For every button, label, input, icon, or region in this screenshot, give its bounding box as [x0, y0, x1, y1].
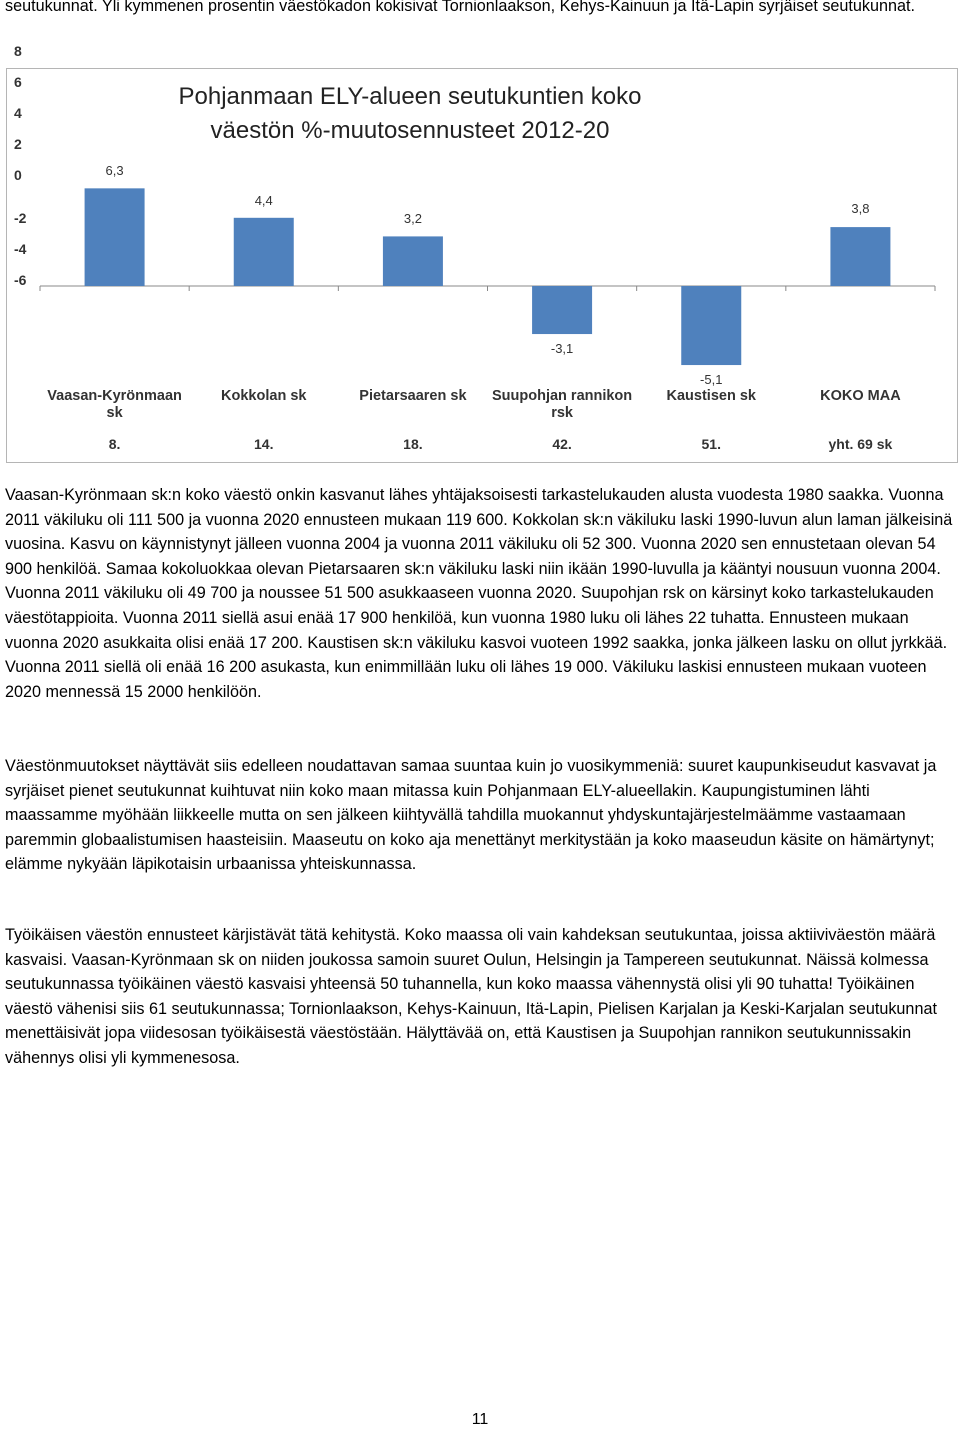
bar — [830, 227, 890, 286]
rank-label: 42. — [552, 436, 572, 452]
chart-title: Pohjanmaan ELY-alueen seutukuntien koko väestön %-muutosennusteet 2012-20 — [178, 83, 642, 144]
data-label: 6,3 — [105, 163, 124, 178]
y-tick-label: -4 — [14, 241, 27, 257]
category-label: Kaustisen sk — [666, 388, 756, 404]
rank-label: 18. — [403, 436, 423, 452]
rank-label: 51. — [701, 436, 721, 452]
y-tick-label: 0 — [14, 167, 22, 183]
y-tick-label: 6 — [14, 74, 22, 90]
intro-paragraph: seutukunnat. Yli kymmenen prosentin väestökadon kokisivat Tornionlaakson, Kehys-Kainuun ja Itä-Lapin syrjäiset seutukunnat. — [5, 0, 916, 15]
rank-label: 14. — [254, 436, 274, 452]
y-tick-label: -2 — [14, 210, 27, 226]
category-label: Suupohjan rannikon rsk — [491, 388, 633, 421]
data-label: 3,2 — [403, 211, 422, 226]
paragraph-2: Väestönmuutokset näyttävät siis edelleen noudattavan samaa suuntaa kuin jo vuosikymmeniä: suuret kaupunkiseudut kasvavat ja syrjäiset pienet seutukunnat kuihtuvat niin koko maan mitassa kuin Pohjanmaan ELY-alueellakin. Kaupungistuminen lähti maassamme myöhään liikkeelle mutta on sen jälkeen kiihtyvällä tahdilla muokannut yhdyskuntajärjestelmäämme vastaamaan paremmin globaalistumisen haasteisiin. Maaseutu on koko aja menettänyt merkitystään ja koko maaseudun käsite on hämärtynyt; elämme nykyään läpikotaisin urbaanissa yhteiskunnassa. — [5, 757, 937, 874]
bar — [681, 286, 741, 365]
bar — [234, 218, 294, 286]
bar — [532, 286, 592, 334]
data-label: -5,1 — [700, 372, 723, 387]
data-label: -3,1 — [550, 341, 574, 356]
y-tick-label: 8 — [14, 43, 22, 59]
rank-label: yht. 69 sk — [828, 436, 893, 452]
rank-label: 8. — [108, 436, 121, 452]
page-number: 11 — [471, 1411, 489, 1428]
data-label: 3,8 — [851, 201, 870, 216]
category-label: KOKO MAA — [820, 388, 901, 404]
category-label: Pietarsaaren sk — [359, 388, 467, 404]
y-tick-label: -6 — [14, 272, 27, 288]
category-label: Vaasan-Kyrönmaan sk — [47, 388, 182, 421]
paragraph-1: Vaasan-Kyrönmaan sk:n koko väestö onkin kasvanut lähes yhtäjaksoisesti tarkastelukauden alusta vuodesta 1980 saakka. Vuonna 2011 väkiluku oli 111 500 ja vuonna 2020 ennusteen mukaan 119 600. Kokkolan sk:n väkiluku laski 1990-luvun alun laman jälkeisinä vuosina. Kasvu on käynnistynyt jälleen vuonna 2004 ja vuonna 2011 väkiluku oli 52 300. Vuonna 2020 sen ennustetaan olevan 54 900 henkilöä. Samaa kokoluokkaa olevan Pietarsaaren sk:n väkiluku laski niin ikään 1990-luvulla ja kääntyi nousuun vuonna 2004. Vuonna 2011 väkiluku oli 49 700 ja noussee 51 500 asukkaaseen vuonna 2020. Suupohjan rsk on kärsinyt koko tarkastelukauden väestötappioita. Vuonna 2011 siellä asui enää 17 900 henkilöä, kun vuonna 1980 luku oli lähes 22 tuhatta. Ennusteen mukaan vuonna 2020 asukkaita olisi enää 17 200. Kaustisen sk:n väkiluku kasvoi vuoteen 1992 saakka, jonka jälkeen lasku on ollut jyrkkää. Vuonna 2011 siellä oli enää 16 200 asukasta, kun enimmillään luku oli lähes 19 000. Väkiluku laskisi ennusteen mukaan vuoteen 2020 mennessä 15 2000 henkilöön. — [5, 486, 953, 701]
y-tick-label: 4 — [14, 105, 22, 121]
y-tick-label: 2 — [14, 136, 22, 152]
paragraph-3: Työikäisen väestön ennusteet kärjistävät tätä kehitystä. Koko maassa oli vain kahdeksan seutukuntaa, joissa aktiiviväestön määrä kasvaisi. Vaasan-Kyrönmaan sk on niiden joukossa samoin suuret Oulun, Helsingin ja Tampereen seutukunnat. Näissä kolmessa seutukunnassa työikäinen väestö kasvaisi yhteensä 50 tuhannella, kun koko maassa vähennystä olisi yli 90 tuhatta! Työikäinen väestö vähenisi siis 61 seutukunnassa; Tornionlaakson, Kehys-Kainuun, Itä-Lapin, Pielisen Karjalan ja Keski-Karjalan seutukunnat menettäisivät jopa viidesosan työikäisestä väestöstään. Hälyttävää on, että Kaustisen ja Suupohjan rannikon seutukunnissakin vähennys olisi yli kymmenesosa. — [5, 926, 937, 1067]
bar — [85, 188, 145, 286]
category-label: Kokkolan sk — [221, 388, 307, 404]
data-label: 4,4 — [254, 193, 273, 208]
bar — [383, 236, 443, 286]
